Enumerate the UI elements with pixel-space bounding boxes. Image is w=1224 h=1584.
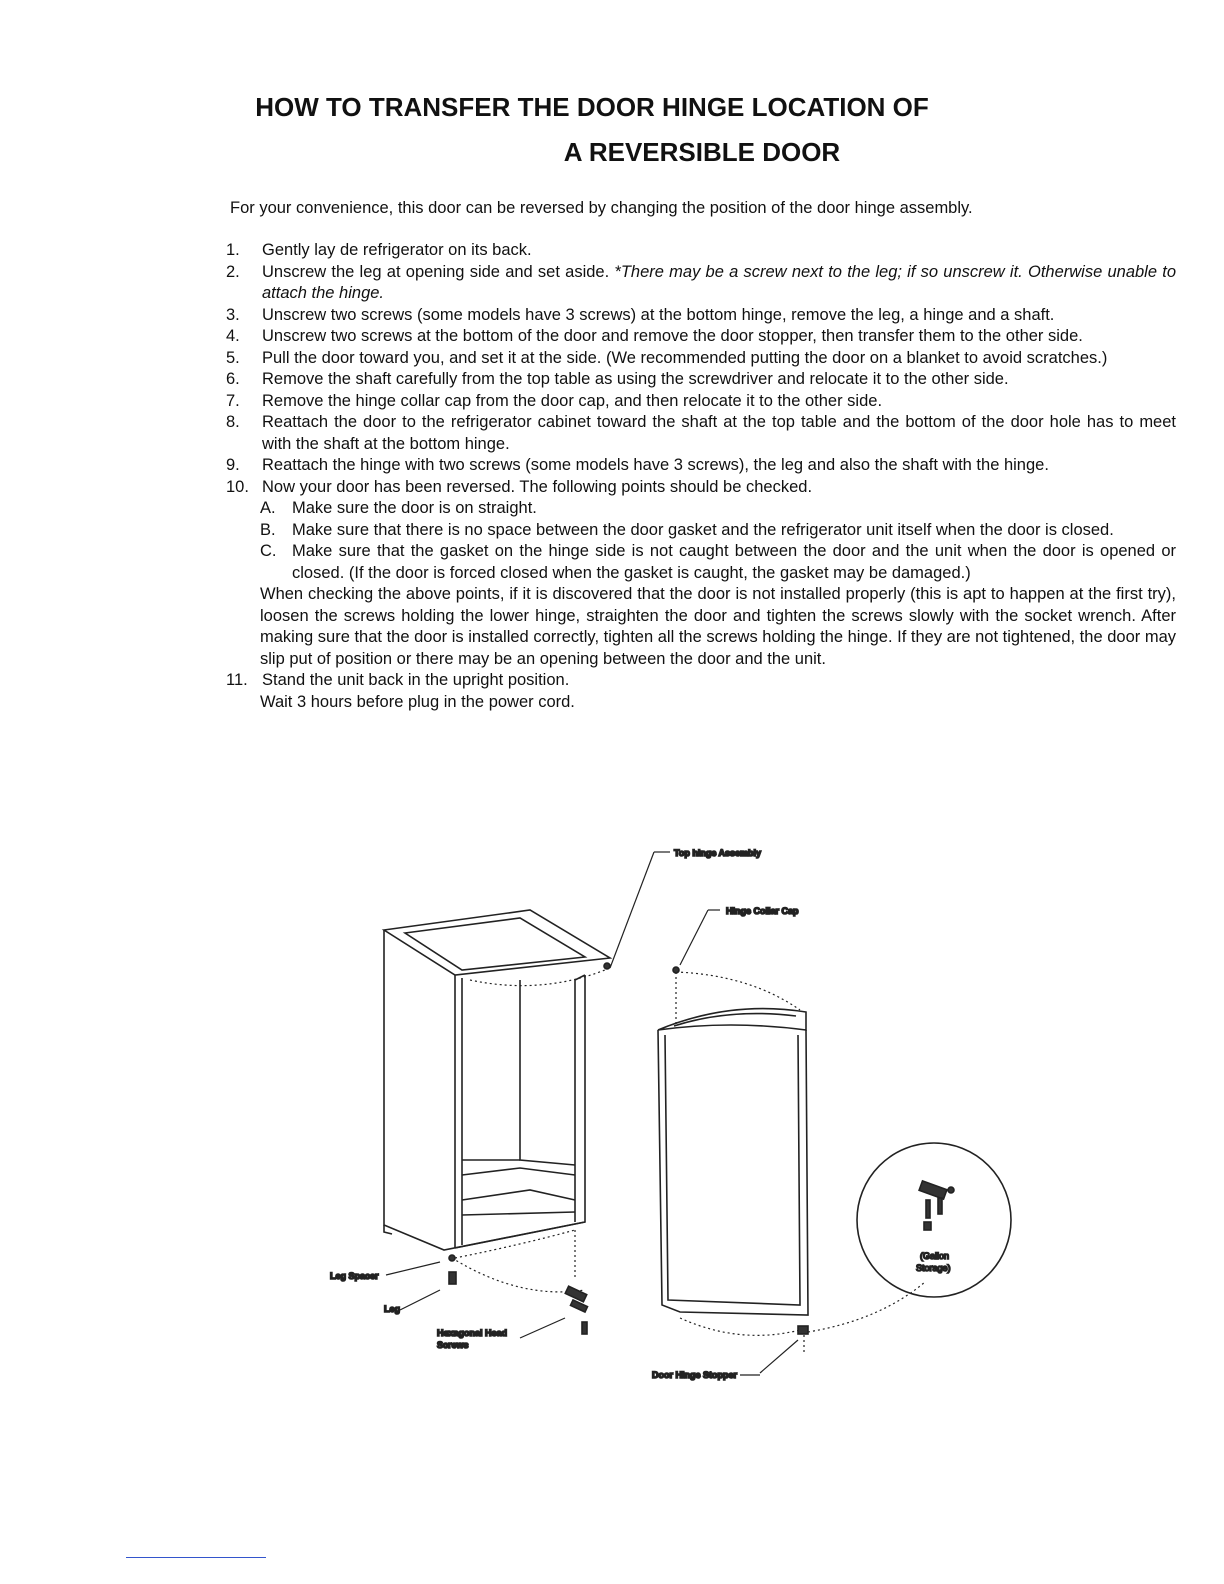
step-note: *There may be a screw next to the leg; if so unscrew it. Otherwise unable to attach the hinge. bbox=[262, 262, 1177, 302]
refrigerator-cabinet bbox=[384, 910, 610, 1250]
step-11-note: Wait 3 hours before plug in the power cord. bbox=[260, 692, 575, 711]
step-text: Unscrew two screws (some models have 3 screws) at the bottom hinge, remove the leg, a hinge and a shaft. bbox=[262, 305, 1055, 324]
step-number: 1. bbox=[226, 241, 240, 259]
step-number: 10. bbox=[226, 477, 249, 496]
step-text: Unscrew two screws at the bottom of the door and remove the door stopper, then transfer them to the other side. bbox=[262, 327, 1083, 345]
check-note: When checking the above points, if it is discovered that the door is not installed properly (this is apt to happen at the first try), loosen the screws holding the lower hinge, straighten the door and tighten the screws slowly with the socket wrench. After making sure that the door is installed correctly, tighten all the screws holding the hinge. If they are not tightened, the door may slip put of position or there may be an opening between the door and the unit. bbox=[260, 585, 1176, 668]
step-number: 4. bbox=[226, 327, 240, 345]
label-collar-cap: Hinge Collar Cap bbox=[726, 906, 799, 916]
step-text: Unscrew the leg at opening side and set aside. bbox=[262, 262, 615, 281]
bottom-rule bbox=[126, 1557, 266, 1558]
step-number: 8. bbox=[226, 413, 240, 431]
check-text: Make sure that there is no space between the door gasket and the refrigerator unit itself when the door is closed. bbox=[292, 520, 1114, 539]
page-title-line-1: HOW TO TRANSFER THE DOOR HINGE LOCATION OF bbox=[255, 92, 929, 122]
check-letter: B. bbox=[260, 520, 276, 539]
leader-lines bbox=[386, 852, 798, 1375]
step-text: Stand the unit back in the upright position. bbox=[262, 671, 570, 689]
step-number: 6. bbox=[226, 370, 240, 388]
dotted-guide-lines bbox=[452, 970, 925, 1355]
label-hex-screws-1: Hexagonal Head bbox=[437, 1328, 508, 1338]
check-text: Make sure that the gasket on the hinge side is not caught between the door and the unit when the door is opened or closed. (If the door is forced closed when the gasket is caught, the gasket may be damaged.) bbox=[292, 542, 1176, 582]
check-letter: A. bbox=[260, 499, 276, 517]
step-text: Remove the shaft carefully from the top table as using the screwdriver and relocate it to the other side. bbox=[262, 370, 1009, 388]
step-text: Now your door has been reversed. The following points should be checked. bbox=[262, 477, 813, 496]
label-leg: Leg bbox=[384, 1304, 401, 1314]
step-number: 11. bbox=[226, 671, 248, 689]
step-number: 2. bbox=[226, 262, 240, 281]
step-number: 5. bbox=[226, 348, 240, 367]
label-door-stopper: Door Hinge Stopper bbox=[652, 1370, 737, 1380]
step-text: Remove the hinge collar cap from the door cap, and then relocate it to the other side. bbox=[262, 391, 883, 410]
step-number: 9. bbox=[226, 456, 240, 474]
check-letter: C. bbox=[260, 542, 277, 560]
step-text: Reattach the door to the refrigerator cabinet toward the shaft at the top table and the bottom of the door hole has to meet with the shaft at the bottom hinge. bbox=[262, 413, 1176, 453]
label-leg-spacer: Leg Spacer bbox=[330, 1271, 379, 1281]
intro-text: For your convenience, this door can be reversed by changing the position of the door hinge assembly. bbox=[230, 199, 973, 217]
refrigerator-door bbox=[658, 1009, 808, 1315]
label-gallon-1: (Gallon bbox=[920, 1251, 950, 1261]
step-text: Pull the door toward you, and set it at the side. (We recommended putting the door on a blanket to avoid scratches.) bbox=[262, 348, 1108, 367]
label-hex-screws-2: Screws bbox=[437, 1340, 469, 1350]
label-gallon-2: Storage) bbox=[916, 1263, 951, 1273]
check-text: Make sure the door is on straight. bbox=[292, 499, 537, 517]
label-top-hinge: Top hinge Assembly bbox=[674, 848, 762, 858]
step-text: Reattach the hinge with two screws (some models have 3 screws), the leg and also the shaft with the hinge. bbox=[262, 456, 1049, 474]
step-text: Gently lay de refrigerator on its back. bbox=[262, 241, 532, 259]
hinge-parts bbox=[449, 963, 808, 1334]
page-title-line-2: A REVERSIBLE DOOR bbox=[563, 137, 841, 167]
gallon-storage-inset bbox=[857, 1143, 1011, 1297]
step-number: 7. bbox=[226, 391, 240, 410]
step-number: 3. bbox=[226, 305, 240, 324]
